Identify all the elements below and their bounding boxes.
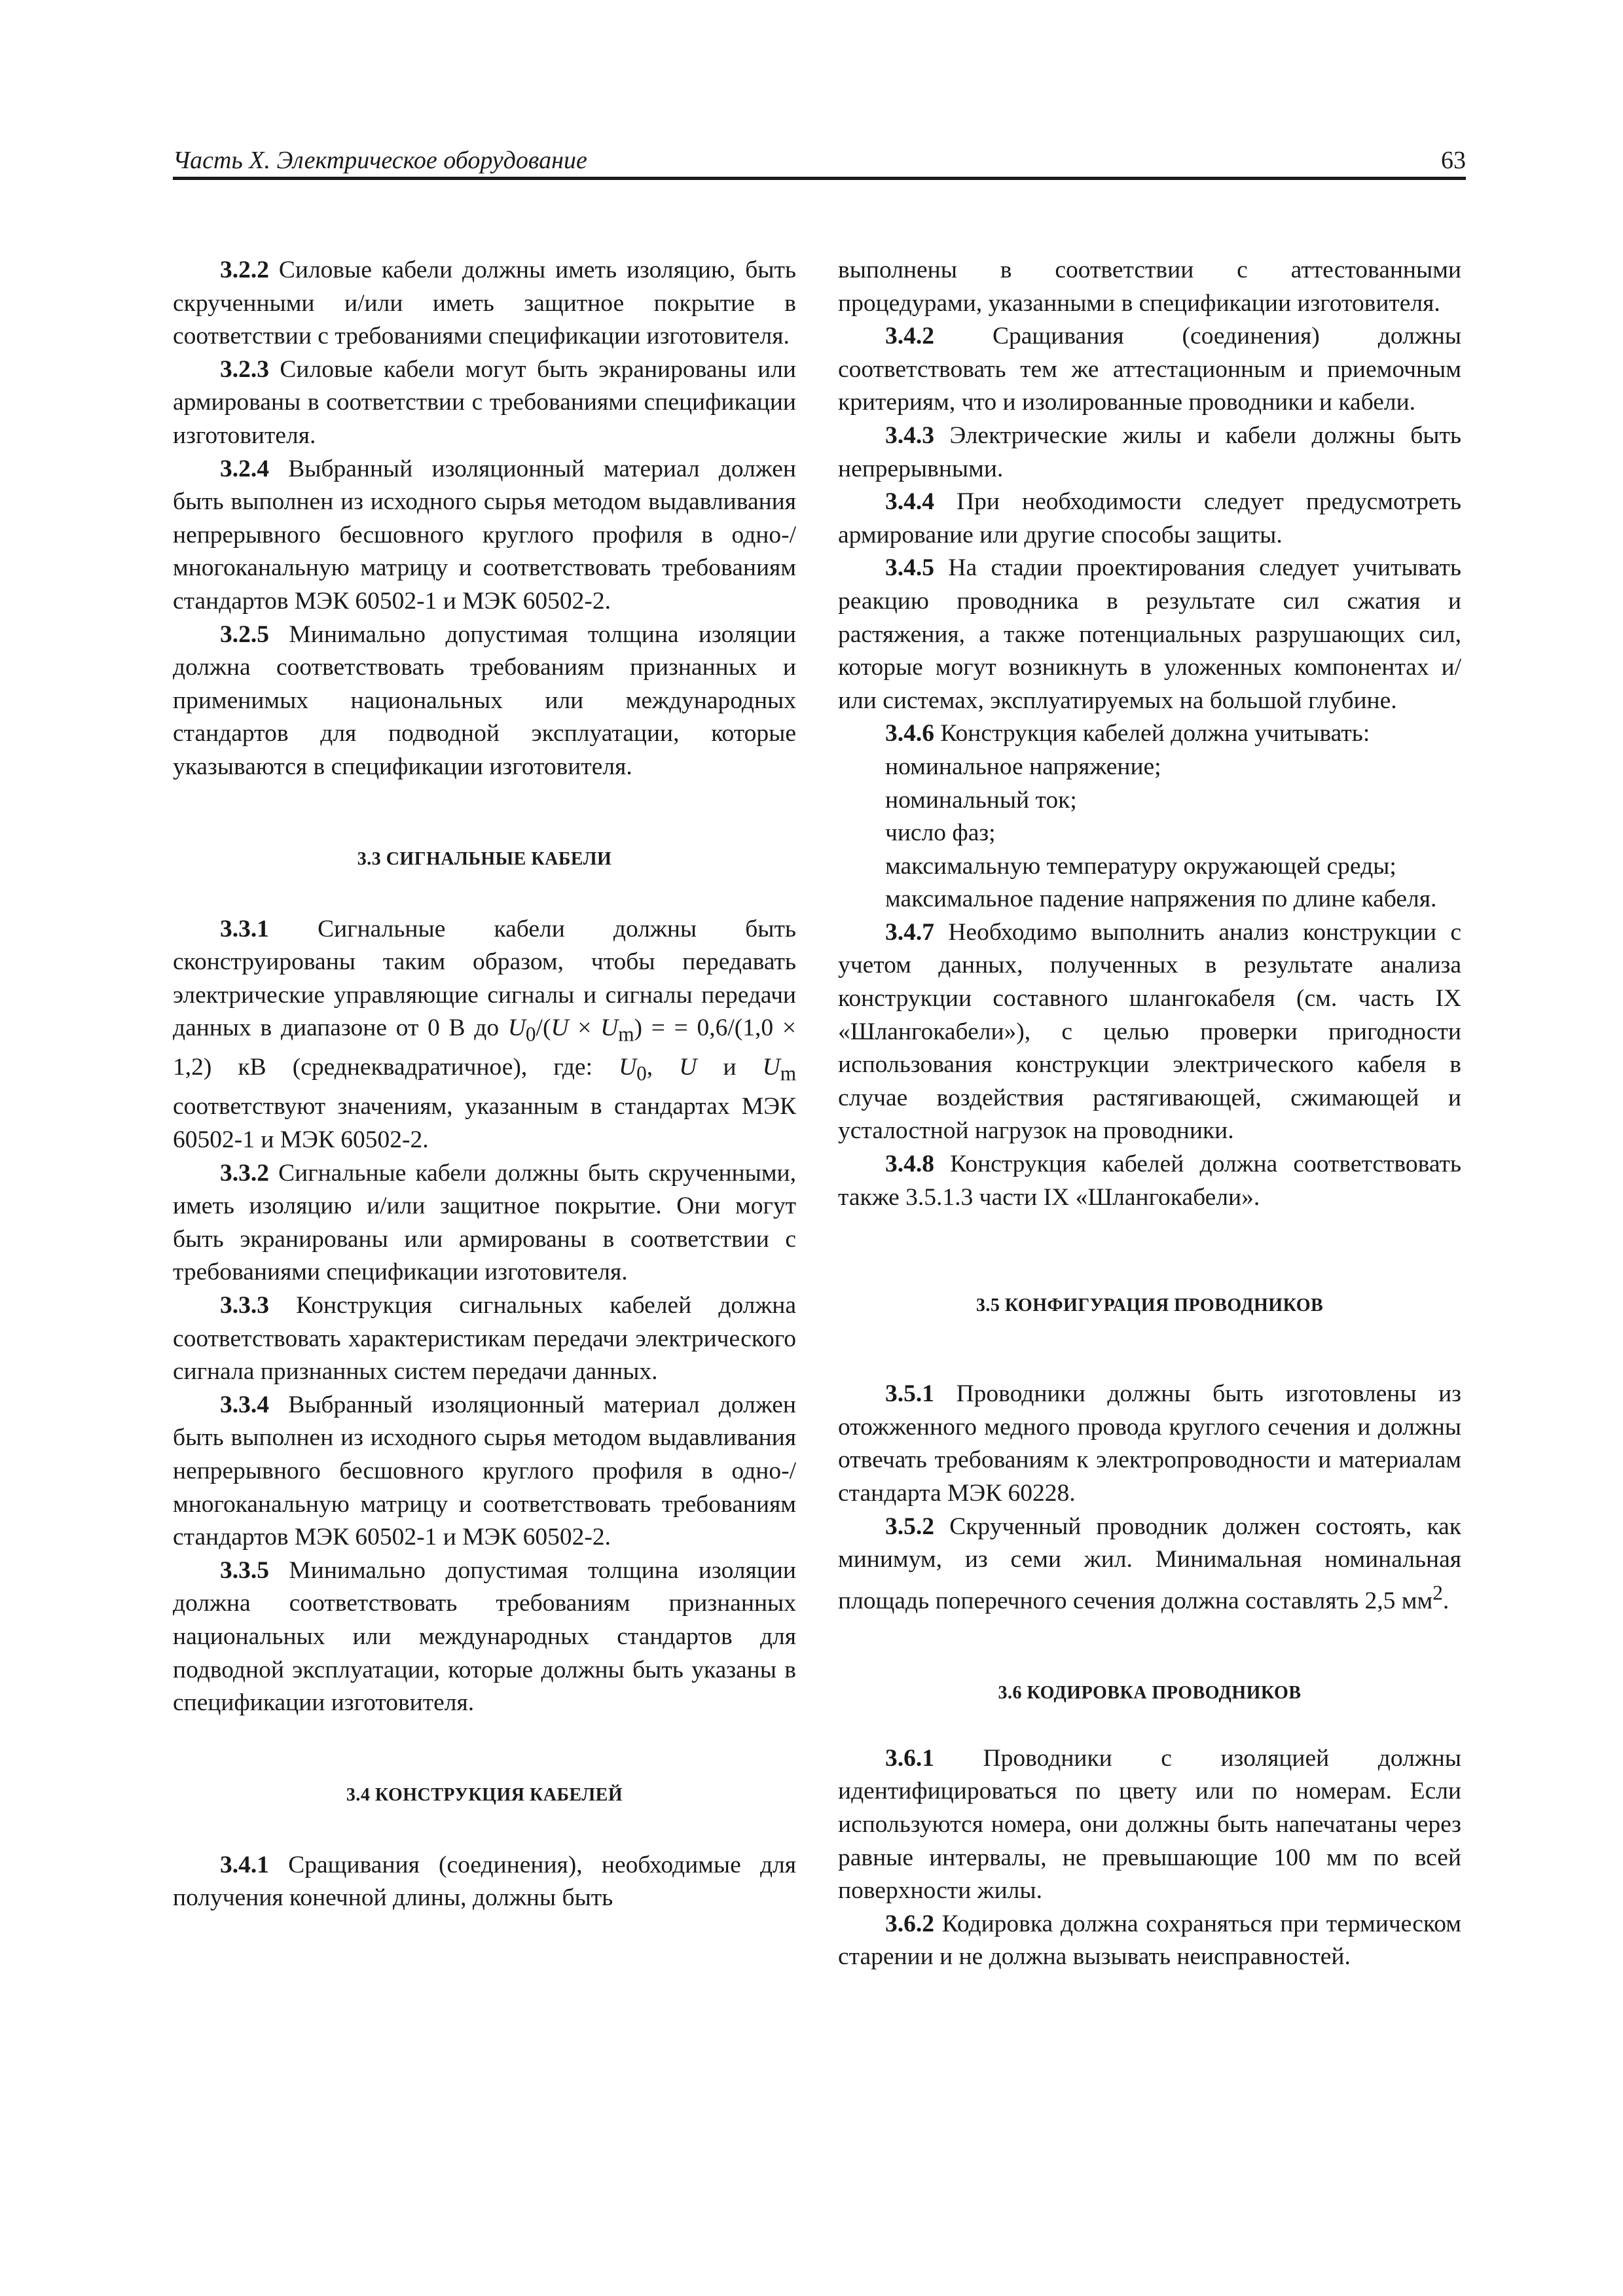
clause-number: 3.4.2 — [885, 323, 934, 350]
page-header — [173, 145, 1466, 178]
spacer — [838, 1319, 1461, 1378]
spacer — [173, 784, 796, 846]
paragraph-3-2-4 — [173, 453, 796, 619]
spacer — [173, 1808, 796, 1849]
clause-text: Минимально допустимая толщина изоляции должна соответствовать требованиям признанных национальных или международных стандартов для подводной эксплуатации, которые должны быть указаны в спецификации изготовителя. — [173, 1556, 796, 1717]
clause-number: 3.3.1 — [220, 915, 269, 942]
section-heading-3-3: 3.3 СИГНАЛЬНЫЕ КАБЕЛИ — [357, 848, 612, 869]
spacer — [838, 1706, 1461, 1742]
paragraph-3-4-8 — [838, 1148, 1461, 1214]
subscript: 0 — [525, 1022, 536, 1046]
clause-number: 3.4.8 — [885, 1151, 934, 1178]
clause-text: Конструкция кабелей должна учитывать: — [934, 720, 1370, 747]
clause-number: 3.4.4 — [885, 488, 934, 516]
clause-text: Проводники должны быть изготовлены из отожженного медного провода круглого сечения и должны отвечать требованиям к электропроводности и материалам стандарта МЭК 60228. — [838, 1380, 1461, 1507]
paragraph-3-4-7 — [838, 916, 1461, 1148]
paragraph-3-6-1 — [838, 1742, 1461, 1908]
paragraph-3-3-3 — [173, 1289, 796, 1389]
clause-number: 3.3.3 — [220, 1292, 269, 1319]
spacer — [173, 1720, 796, 1782]
list-item: максимальное падение напряжения по длине кабеля. — [885, 886, 1437, 913]
paragraph-3-3-1 — [173, 913, 796, 1157]
clause-text: При необходимости следует предусмотреть армирование или другие способы защиты. — [838, 488, 1461, 548]
right-column — [838, 254, 1461, 1974]
clause-text: Конструкция сигнальных кабелей должна соответствовать характеристикам передачи электрического сигнала признанных систем передачи данных. — [173, 1292, 796, 1386]
clause-text: Выбранный изоляционный материал должен быть выполнен из исходного сырья методом выдавливания непрерывного бесшовного круглого профиля в одно-/многоканальную матрицу и соответствовать требованиям стандартов МЭК 60502-1 и МЭК 60502-2. — [173, 1391, 796, 1551]
clause-number: 3.3.4 — [220, 1391, 269, 1418]
clause-number: 3.5.1 — [885, 1380, 934, 1408]
clause-number: 3.4.6 — [885, 720, 934, 747]
spacer — [173, 872, 796, 913]
superscript: 2 — [1432, 1581, 1443, 1604]
formula-part: и — [697, 1054, 763, 1081]
paragraph-3-4-4 — [838, 486, 1461, 552]
symbol-u: U — [551, 1014, 569, 1042]
symbol-u: U — [762, 1054, 780, 1081]
clause-text: Скрученный проводник должен состоять, как минимум, из семи жил. Минимальная номинальная площадь поперечного сечения должна составлять 2,5 мм — [838, 1513, 1461, 1615]
clause-number: 3.2.2 — [220, 257, 269, 283]
clause-number: 3.2.3 — [220, 355, 269, 383]
page-number: 63 — [1441, 147, 1466, 174]
formula-part: /( — [536, 1014, 551, 1042]
paragraph-3-3-5 — [173, 1554, 796, 1720]
paragraph-3-4-6 — [838, 717, 1461, 751]
paragraph-3-4-2 — [838, 320, 1461, 420]
clause-text: Электрические жилы и кабели должны быть непрерывными. — [838, 422, 1461, 482]
list-item: номинальное напряжение; — [885, 753, 1161, 780]
paragraph-3-5-2 — [838, 1511, 1461, 1618]
clause-text: На стадии проектирования следует учитывать реакцию проводника в результате сил сжатия и растяжения, а также потенциальных разрушающих сил, которые могут возникнуть в уложенных компонентах и/или системах, эксплуатируемых на большой глубине. — [838, 554, 1461, 714]
clause-number: 3.4.5 — [885, 554, 934, 582]
clause-text: Силовые кабели должны иметь изоляцию, быть скрученными и/или иметь защитное покрытие в соответствии с требованиями спецификации изготовителя. — [173, 257, 796, 350]
formula-part: , — [646, 1054, 680, 1081]
paragraph-3-4-5 — [838, 552, 1461, 717]
section-heading-3-4: 3.4 КОНСТРУКЦИЯ КАБЕЛЕЙ — [346, 1784, 623, 1805]
section-heading-3-5: 3.5 КОНФИГУРАЦИЯ ПРОВОДНИКОВ — [976, 1295, 1324, 1316]
formula-part: ) = = 0,6/(1,0 × 1,2) кВ (среднеквадратичное), где: — [173, 1014, 796, 1081]
paragraph-3-2-2 — [173, 254, 796, 353]
list-item: число фаз; — [885, 819, 996, 847]
clause-text: . — [1442, 1587, 1450, 1615]
clause-text: Конструкция кабелей должна соответствовать также 3.5.1.3 части IX «Шлангокабели». — [838, 1151, 1461, 1211]
clause-text: соответствуют значениям, указанным в стандартах МЭК 60502-1 и МЭК 60502-2. — [173, 1093, 796, 1154]
paragraph-3-4-1-continued: выполнены в соответствии с аттестованными процедурами, указанными в спецификации изготовителя. — [838, 257, 1461, 317]
clause-number: 3.4.3 — [885, 422, 934, 449]
list-item: номинальный ток; — [885, 786, 1077, 814]
spacer — [838, 1618, 1461, 1680]
clause-number: 3.2.5 — [220, 620, 269, 648]
clause-number: 3.2.4 — [220, 455, 269, 482]
clause-number: 3.6.1 — [885, 1744, 934, 1772]
symbol-u: U — [679, 1054, 697, 1081]
clause-number: 3.5.2 — [885, 1513, 934, 1540]
clause-number: 3.3.2 — [220, 1159, 269, 1187]
clause-text: Сигнальные кабели должны быть сконструированы таким образом, чтобы передавать электрические управляющие сигналы и сигналы передачи данных в диапазоне от 0 В до — [173, 915, 796, 1042]
subscript: m — [618, 1022, 634, 1046]
spacer — [838, 1214, 1461, 1293]
clause-text: Проводники с изоляцией должны идентифицироваться по цвету или по номерам. Если используются номера, они должны быть напечатаны через равные интервалы, не превышающие 100 мм по всей поверхности жилы. — [838, 1744, 1461, 1905]
clause-text: Сращивания (соединения), необходимые для получения конечной длины, должны быть — [173, 1851, 796, 1912]
header-rule — [173, 177, 1466, 180]
paragraph-3-5-1 — [838, 1378, 1461, 1510]
symbol-u: U — [619, 1054, 637, 1081]
clause-number: 3.4.1 — [220, 1851, 269, 1878]
clause-text: Необходимо выполнить анализ конструкции с учетом данных, полученных в результате анализа конструкции составного шлангокабеля (см. часть IX «Шлангокабели»), с целью проверки пригодности использования конструкции электрического кабеля в случае воздействия растягивающей, сжимающей и усталостной нагрузок на проводники. — [838, 918, 1461, 1145]
clause-text: Сигнальные кабели должны быть скрученными, иметь изоляцию и/или защитное покрытие. Они могут быть экранированы или армированы в соответствии с требованиями спецификации изготовителя. — [173, 1159, 796, 1286]
clause-text: Минимально допустимая толщина изоляции должна соответствовать требованиям признанных и применимых национальных или международных стандартов для подводной эксплуатации, которые указываются в спецификации изготовителя. — [173, 620, 796, 780]
paragraph-3-2-5 — [173, 619, 796, 784]
paragraph-3-6-2 — [838, 1908, 1461, 1974]
clause-text: Выбранный изоляционный материал должен быть выполнен из исходного сырья методом выдавливания непрерывного бесшовного круглого профиля в одно-/многоканальную матрицу и соответствовать требованиям стандартов МЭК 60502-1 и МЭК 60502-2. — [173, 455, 796, 615]
paragraph-3-4-3 — [838, 420, 1461, 486]
clause-number: 3.4.7 — [885, 918, 934, 946]
clause-text: Силовые кабели могут быть экранированы или армированы в соответствии с требованиями спецификации изготовителя. — [173, 355, 796, 449]
running-title: Часть X. Электрическое оборудование — [173, 147, 587, 174]
symbol-u: U — [600, 1014, 619, 1042]
symbol-u: U — [507, 1014, 526, 1042]
left-column — [173, 254, 796, 1915]
paragraph-3-3-2 — [173, 1157, 796, 1289]
section-heading-3-6: 3.6 КОДИРОВКА ПРОВОДНИКОВ — [998, 1682, 1302, 1703]
clause-text: Кодировка должна сохраняться при термическом старении и не должна вызывать неисправностей. — [838, 1910, 1461, 1971]
clause-number: 3.3.5 — [220, 1556, 269, 1584]
list-item: максимальную температуру окружающей среды; — [885, 852, 1396, 880]
clause-number: 3.6.2 — [885, 1910, 934, 1937]
paragraph-3-4-1 — [173, 1849, 796, 1915]
formula-part: × — [568, 1014, 601, 1042]
paragraph-3-2-3 — [173, 353, 796, 453]
clause-text: Сращивания (соединения) должны соответствовать тем же аттестационным и приемочным критериям, что и изолированные проводники и кабели. — [838, 323, 1461, 416]
paragraph-3-3-4 — [173, 1389, 796, 1554]
subscript: m — [780, 1062, 796, 1085]
subscript: 0 — [636, 1062, 647, 1085]
